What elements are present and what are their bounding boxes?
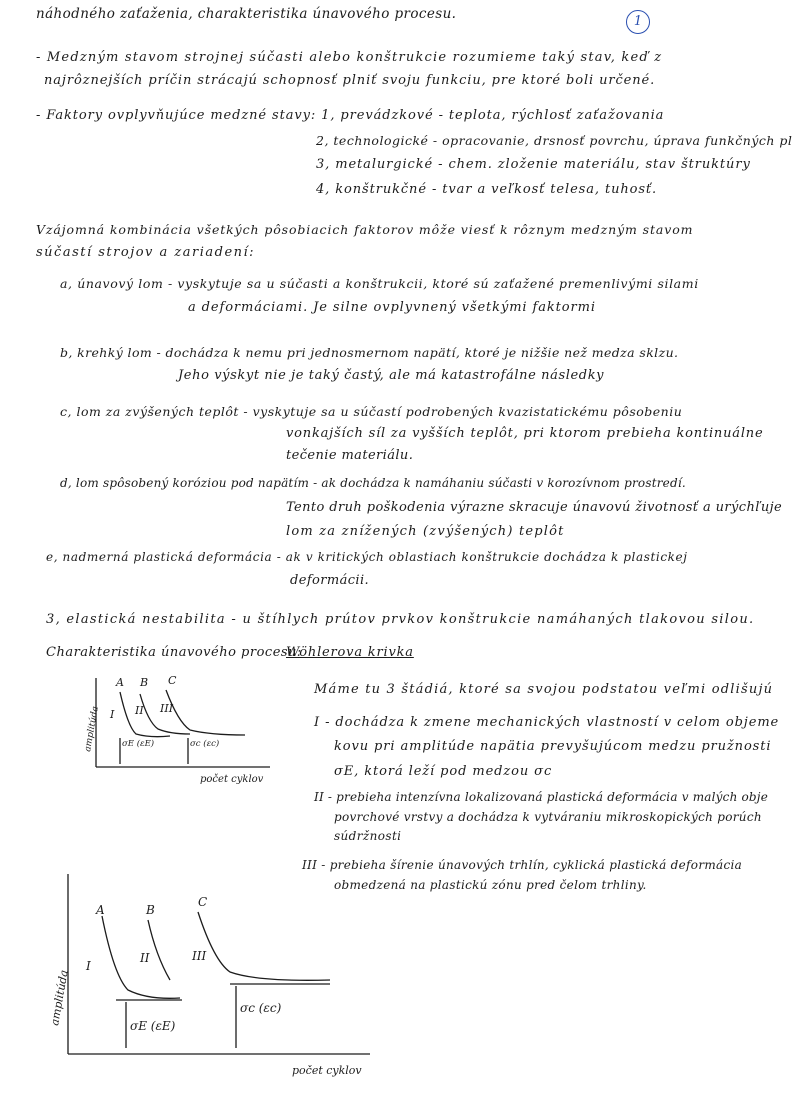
label-a: A — [116, 676, 124, 689]
x-axis-label: počet cyklov — [200, 774, 264, 785]
note-line: lom za znížených (zvýšených) teplôt — [286, 524, 565, 539]
note-line: vonkajších síl za vyšších teplôt, pri ktorom prebieha kontinuálne — [286, 426, 764, 441]
note-line: 3, elastická nestabilita - u štíhlych prútov prvkov konštrukcie namáhaných tlakovou silou. — [46, 612, 755, 627]
note-line: súčastí strojov a zariadení: — [36, 245, 256, 260]
note-line: najrôznejších príčin strácajú schopnosť plniť svoju funkciu, pre ktoré boli určené. — [44, 73, 656, 88]
note-line: a deformáciami. Je silne ovplyvnený všetkými faktormi — [188, 300, 596, 315]
note-line: III - prebieha šírenie únavových trhlín, cyklická plastická deformácia — [302, 858, 743, 872]
note-line: 2, technologické - opracovanie, drsnosť povrchu, úprava funkčných pl — [316, 133, 793, 148]
sigma-c-label: σc (εc) — [190, 739, 220, 749]
note-line: - Faktory ovplyvňujúce medzné stavy: 1, prevádzkové - teplota, rýchlosť zaťažovania — [36, 108, 665, 123]
y-axis-label: amplitúda — [48, 968, 71, 1027]
note-line: Charakteristika únavového procesu: — [46, 645, 302, 660]
label-a: A — [96, 903, 105, 917]
note-line: súdržnosti — [334, 829, 402, 843]
note-line: b, krehký lom - dochádza k nemu pri jednosmernom napätí, ktoré je nižšie než medza sklzu. — [60, 345, 679, 360]
sigma-c-label: σc (εc) — [240, 1001, 282, 1015]
curve-c — [198, 912, 330, 980]
label-b: B — [146, 903, 155, 917]
note-line: Jeho výskyt nie je taký častý, ale má katastrofálne následky — [178, 368, 605, 383]
label-b: B — [140, 676, 149, 689]
sigma-e-label: σE (εE) — [130, 1019, 176, 1033]
note-line: 3, metalurgické - chem. zloženie materiálu, stav štruktúry — [316, 157, 751, 172]
label-stage-3: III — [160, 702, 174, 715]
label-stage-1: I — [86, 959, 91, 973]
wohler-curve-sketch-large — [30, 866, 390, 1086]
label-c: C — [198, 895, 208, 909]
note-line: tečenie materiálu. — [286, 448, 414, 463]
page-number-badge: 1 — [626, 10, 650, 34]
label-stage-2: II — [135, 704, 144, 717]
note-line: 4, konštrukčné - tvar a veľkosť telesa, tuhosť. — [316, 182, 658, 197]
wohler-curve-sketch-small — [70, 672, 290, 792]
note-line: povrchové vrstvy a dochádza k vytváraniu mikroskopických porúch — [334, 810, 762, 824]
note-line: kovu pri amplitúde napätia prevyšujúcom medzu pružnosti — [334, 739, 772, 754]
note-line: a, únavový lom - vyskytuje sa u súčasti a konštrukcii, ktoré sú zaťažené premenlivými silami — [60, 276, 699, 291]
x-axis-label: počet cyklov — [292, 1064, 362, 1077]
note-line: d, lom spôsobený koróziou pod napätím - ak dochádza k namáhaniu súčasti v korozívnom prostredí. — [60, 476, 686, 490]
note-line: e, nadmerná plastická deformácia - ak v kritických oblastiach konštrukcie dochádza k plastickej — [46, 550, 688, 564]
note-line: c, lom za zvýšených teplôt - vyskytuje sa u súčastí podrobených kvazistatickému pôsobeniu — [60, 404, 683, 419]
note-line: náhodného zaťaženia, charakteristika únavového procesu. — [36, 6, 457, 22]
sigma-e-label: σE (εE) — [122, 739, 155, 749]
note-line: Máme tu 3 štádiá, ktoré sa svojou podstatou veľmi odlišujú — [314, 682, 774, 697]
note-line: II - prebieha intenzívna lokalizovaná plastická deformácia v malých obje — [314, 790, 769, 804]
note-line: Tento druh poškodenia výrazne skracuje únavovú životnosť a urýchľuje — [286, 500, 783, 515]
note-line: I - dochádza k zmene mechanických vlastností v celom objeme — [314, 715, 780, 730]
label-c: C — [168, 674, 177, 687]
curve-c — [166, 690, 245, 735]
y-axis-label: amplitúda — [83, 705, 101, 753]
note-line: deformácii. — [290, 573, 370, 588]
label-stage-1: I — [110, 708, 115, 721]
label-stage-2: II — [140, 951, 150, 965]
curve-b — [148, 920, 170, 980]
note-line: Vzájomná kombinácia všetkých pôsobiacich faktorov môže viesť k rôznym medzným stavom — [36, 222, 694, 237]
note-heading-wohler-curve: Wöhlerova krivka — [286, 645, 414, 660]
note-line: - Medzným stavom strojnej súčasti alebo konštrukcie rozumieme taký stav, keď z — [36, 50, 663, 65]
note-line: σE, ktorá leží pod medzou σc — [334, 764, 553, 779]
note-line: obmedzená na plastickú zónu pred čelom trhliny. — [334, 878, 647, 892]
label-stage-3: III — [192, 949, 207, 963]
